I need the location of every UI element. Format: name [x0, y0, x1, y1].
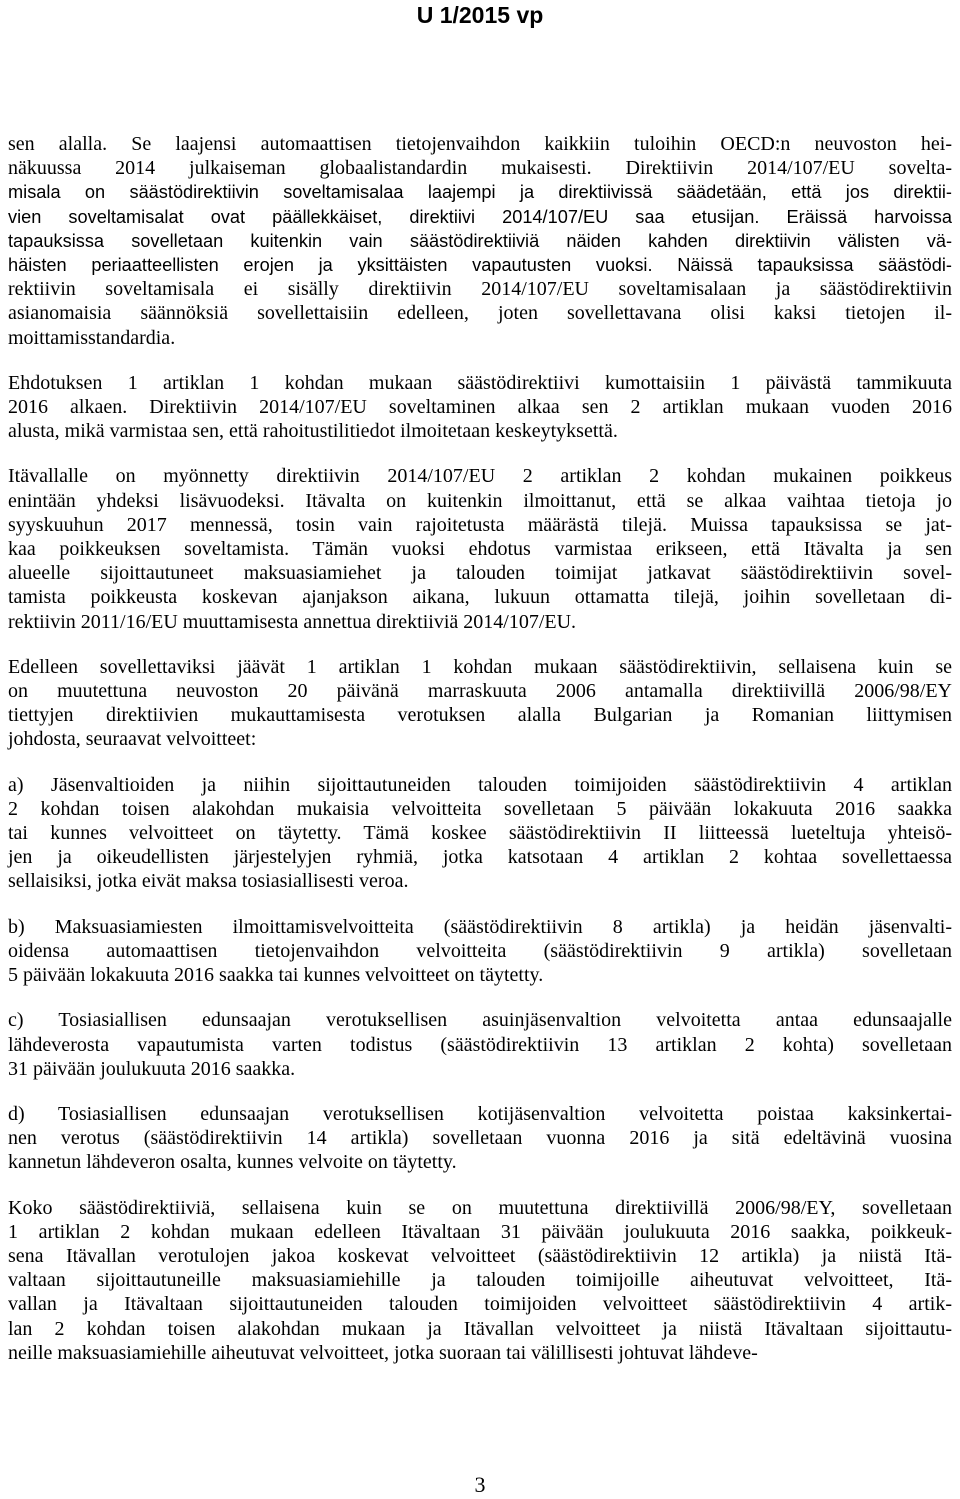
line-text: 5 päivään lokakuuta 2016 saakka tai kunnes velvoitteet on täytetty. [8, 964, 544, 987]
line-text: sellaisiksi, jotka eivät maksa tosiasiallisesti veroa. [8, 870, 409, 893]
text-line [8, 1033, 952, 1057]
text-line [8, 1292, 952, 1316]
line-text: rektiivin soveltamisala ei sisälly direktiivin 2014/107/EU soveltamisalaan ja säästödirektiivin [8, 278, 952, 301]
line-text: 2 kohdan toisen alakohdan mukaisia velvoitteita sovelletaan 5 päivään lokakuuta 2016 saakka [8, 797, 952, 820]
line-text: lan 2 kohdan toisen alakohdan mukaan ja Itävallan velvoitteet ja niistä Itävaltaan sijoittautu- [8, 1317, 952, 1340]
line-text: 2016 alkaen. Direktiivin 2014/107/EU soveltaminen alkaa sen 2 artiklan mukaan vuoden 2016 [8, 396, 952, 419]
text-line [8, 1317, 952, 1341]
line-text: d) Tosiasiallisen edunsaajan verotuksellisen kotijäsenvaltion velvoitetta poistaa kaksinkertai- [8, 1102, 952, 1125]
text-line [8, 156, 952, 180]
text-line [8, 1008, 952, 1032]
text-line [8, 1126, 952, 1150]
text-line [8, 1102, 952, 1126]
text-line [8, 703, 952, 727]
line-text: on muutettuna neuvoston 20 päivänä marraskuuta 2006 antamalla direktiivillä 2006/98/EY [8, 680, 952, 703]
line-text: sen alalla. Se laajensi automaattisen tietojenvaihdon kaikkiin tuloihin OECD:n neuvoston hei- [8, 133, 952, 155]
paragraph [8, 915, 952, 988]
line-text: sena Itävallan verotulojen jakoa koskevat velvoitteet (säästödirektiivin 12 artikla) ja niistä Itä- [8, 1244, 952, 1267]
line-text: tamista poikkeusta koskevan ajanjakson aikana, lukuun ottamatta tilejä, joihin sovelletaan di- [8, 586, 952, 609]
line-text: c) Tosiasiallisen edunsaajan verotuksellisen asuinjäsenvaltion velvoitetta antaa edunsaajalle [8, 1009, 952, 1032]
text-line [8, 561, 952, 585]
text-line [8, 1150, 952, 1174]
text-line [8, 395, 952, 419]
paragraph [8, 1008, 952, 1081]
document-body [8, 132, 952, 1386]
line-text: syyskuuhun 2017 mennessä, tosin vain rajoitetusta määrästä tilejä. Muissa tapauksissa se jat- [8, 513, 952, 536]
text-line [8, 132, 952, 156]
line-text: kannetun lähdeveron osalta, kunnes velvoite on täytetty. [8, 1151, 457, 1174]
text-line [8, 939, 952, 963]
text-line [8, 513, 952, 537]
paragraph [8, 655, 952, 752]
text-line [8, 464, 952, 488]
line-text: a) Jäsenvaltioiden ja niihin sijoittautuneiden talouden toimijoiden säästödirektiivin 4 artiklan [8, 773, 952, 796]
line-text: tiettyjen direktiivien mukauttamisesta verotuksen alalla Bulgarian ja Romanian liittymisen [8, 704, 952, 727]
text-line [8, 326, 952, 350]
line-text: b) Maksuasiamiesten ilmoittamisvelvoitteita (säästödirektiivin 8 artikla) ja heidän jäsenvalti- [8, 915, 952, 938]
line-text: jen ja oikeudellisten järjestelyjen ryhmiä, jotka katsotaan 4 artiklan 2 kohtaa sovellettaessa [8, 846, 952, 869]
text-line [8, 610, 952, 634]
line-text: oidensa automaattisen tietojenvaihdon velvoitteita (säästödirektiivin 9 artikla) sovelletaan [8, 939, 952, 962]
text-line [8, 277, 952, 301]
line-text: alusta, mikä varmistaa sen, että rahoitustilitiedot ilmoitetaan keskeytyksettä. [8, 420, 618, 443]
paragraph [8, 132, 952, 350]
paragraph [8, 371, 952, 444]
text-line [8, 845, 952, 869]
text-line [8, 1220, 952, 1244]
line-text: 31 päivään joulukuuta 2016 saakka. [8, 1057, 296, 1080]
text-line [8, 180, 952, 204]
line-text: Koko säästödirektiiviä, sellaisena kuin se on muutettuna direktiivillä 2006/98/EY, sovelletaan [8, 1196, 952, 1219]
line-text-sans: vien soveltamisalat ovat päällekkäiset, direktiivi 2014/107/EU saa etusijan. Eräissä harvoissa [8, 206, 952, 227]
text-line [8, 205, 952, 229]
line-text-sans: häisten periaatteellisten erojen ja yksittäisten vapautusten vuoksi. Näissä tapauksissa säästödi- [8, 255, 952, 276]
paragraph [8, 464, 952, 633]
line-text: Itävallalle on myönnetty direktiivin 2014/107/EU 2 artiklan 2 kohdan mukainen poikkeus [8, 465, 952, 488]
line-text: Edelleen sovellettaviksi jäävät 1 artiklan 1 kohdan mukaan säästödirektiivin, sellaisena kuin se [8, 655, 952, 678]
line-text: 1 artiklan 2 kohdan mukaan edelleen Itävaltaan 31 päivään joulukuuta 2016 saakka, poikkeuk- [8, 1220, 952, 1243]
text-line [8, 253, 952, 277]
text-line [8, 301, 952, 325]
line-text: rektiivin 2011/16/EU muuttamisesta annettua direktiiviä 2014/107/EU. [8, 610, 577, 633]
text-line [8, 727, 952, 751]
page-number: 3 [474, 1472, 486, 1497]
text-line [8, 1244, 952, 1268]
text-line [8, 1268, 952, 1292]
line-text: tai kunnes velvoitteet on täytetty. Tämä koskee säästödirektiivin II liitteessä lueteltuja yhteisö- [8, 822, 952, 845]
line-text: lähdeverosta vapautumista varten todistus (säästödirektiivin 13 artiklan 2 kohta) sovelletaan [8, 1033, 952, 1056]
line-text: valtaan sijoittautuneille maksuasiamiehille ja talouden toimijoille aiheutuvat velvoitteet, Itä- [8, 1269, 952, 1292]
text-line [8, 797, 952, 821]
line-text: nen verotus (säästödirektiivin 14 artikla) sovelletaan vuonna 2016 ja sitä edeltävinä vuosina [8, 1127, 952, 1150]
document-header: U 1/2015 vp [416, 2, 544, 28]
line-text-sans: misala on säästödirektiivin soveltamisalaa laajempi ja direktiivissä säädetään, että jos direktii- [8, 182, 952, 203]
paragraph [8, 1102, 952, 1175]
text-line [8, 773, 952, 797]
text-line [8, 821, 952, 845]
line-text: vallan ja Itävaltaan sijoittautuneiden talouden toimijoiden velvoitteet säästödirektiivin 4 artik- [8, 1293, 952, 1316]
text-line [8, 537, 952, 561]
line-text: Ehdotuksen 1 artiklan 1 kohdan mukaan säästödirektiivi kumottaisiin 1 päivästä tammikuuta [8, 371, 952, 394]
line-text: enintään yhdeksi lisävuodeksi. Itävalta on kuitenkin ilmoittanut, että se alkaa vaihtaa tietoja jo [8, 489, 952, 512]
line-text: kaa poikkeuksen soveltamista. Tämän vuoksi ehdotus varmistaa erikseen, että Itävalta ja sen [8, 538, 952, 561]
line-text-sans: tapauksissa sovelletaan kuitenkin vain säästödirektiiviä näiden kahden direktiivin välisten vä- [8, 230, 952, 251]
line-text: alueelle sijoittautuneet maksuasiamiehet ja talouden toimijat jatkavat säästödirektiivin sovel- [8, 562, 952, 585]
paragraph [8, 773, 952, 894]
text-line [8, 585, 952, 609]
text-line [8, 655, 952, 679]
line-text: johdosta, seuraavat velvoitteet: [8, 728, 257, 751]
paragraph [8, 1196, 952, 1365]
text-line [8, 371, 952, 395]
text-line [8, 679, 952, 703]
text-line [8, 419, 952, 443]
text-line [8, 915, 952, 939]
line-text: moittamisstandardia. [8, 326, 176, 349]
line-text: neille maksuasiamiehille aiheutuvat velvoitteet, jotka suoraan tai välillisesti johtuvat lähdeve- [8, 1341, 758, 1364]
text-line [8, 963, 952, 987]
line-text: näkuussa 2014 julkaiseman globaalistandardin mukaisesti. Direktiivin 2014/107/EU sovelta- [8, 157, 952, 180]
text-line [8, 489, 952, 513]
text-line [8, 869, 952, 893]
text-line [8, 1057, 952, 1081]
line-text: asianomaisia säännöksiä sovellettaisiin edelleen, joten sovellettavana olisi kaksi tietojen il- [8, 302, 952, 325]
text-line [8, 1341, 952, 1365]
text-line [8, 1196, 952, 1220]
text-line [8, 229, 952, 253]
